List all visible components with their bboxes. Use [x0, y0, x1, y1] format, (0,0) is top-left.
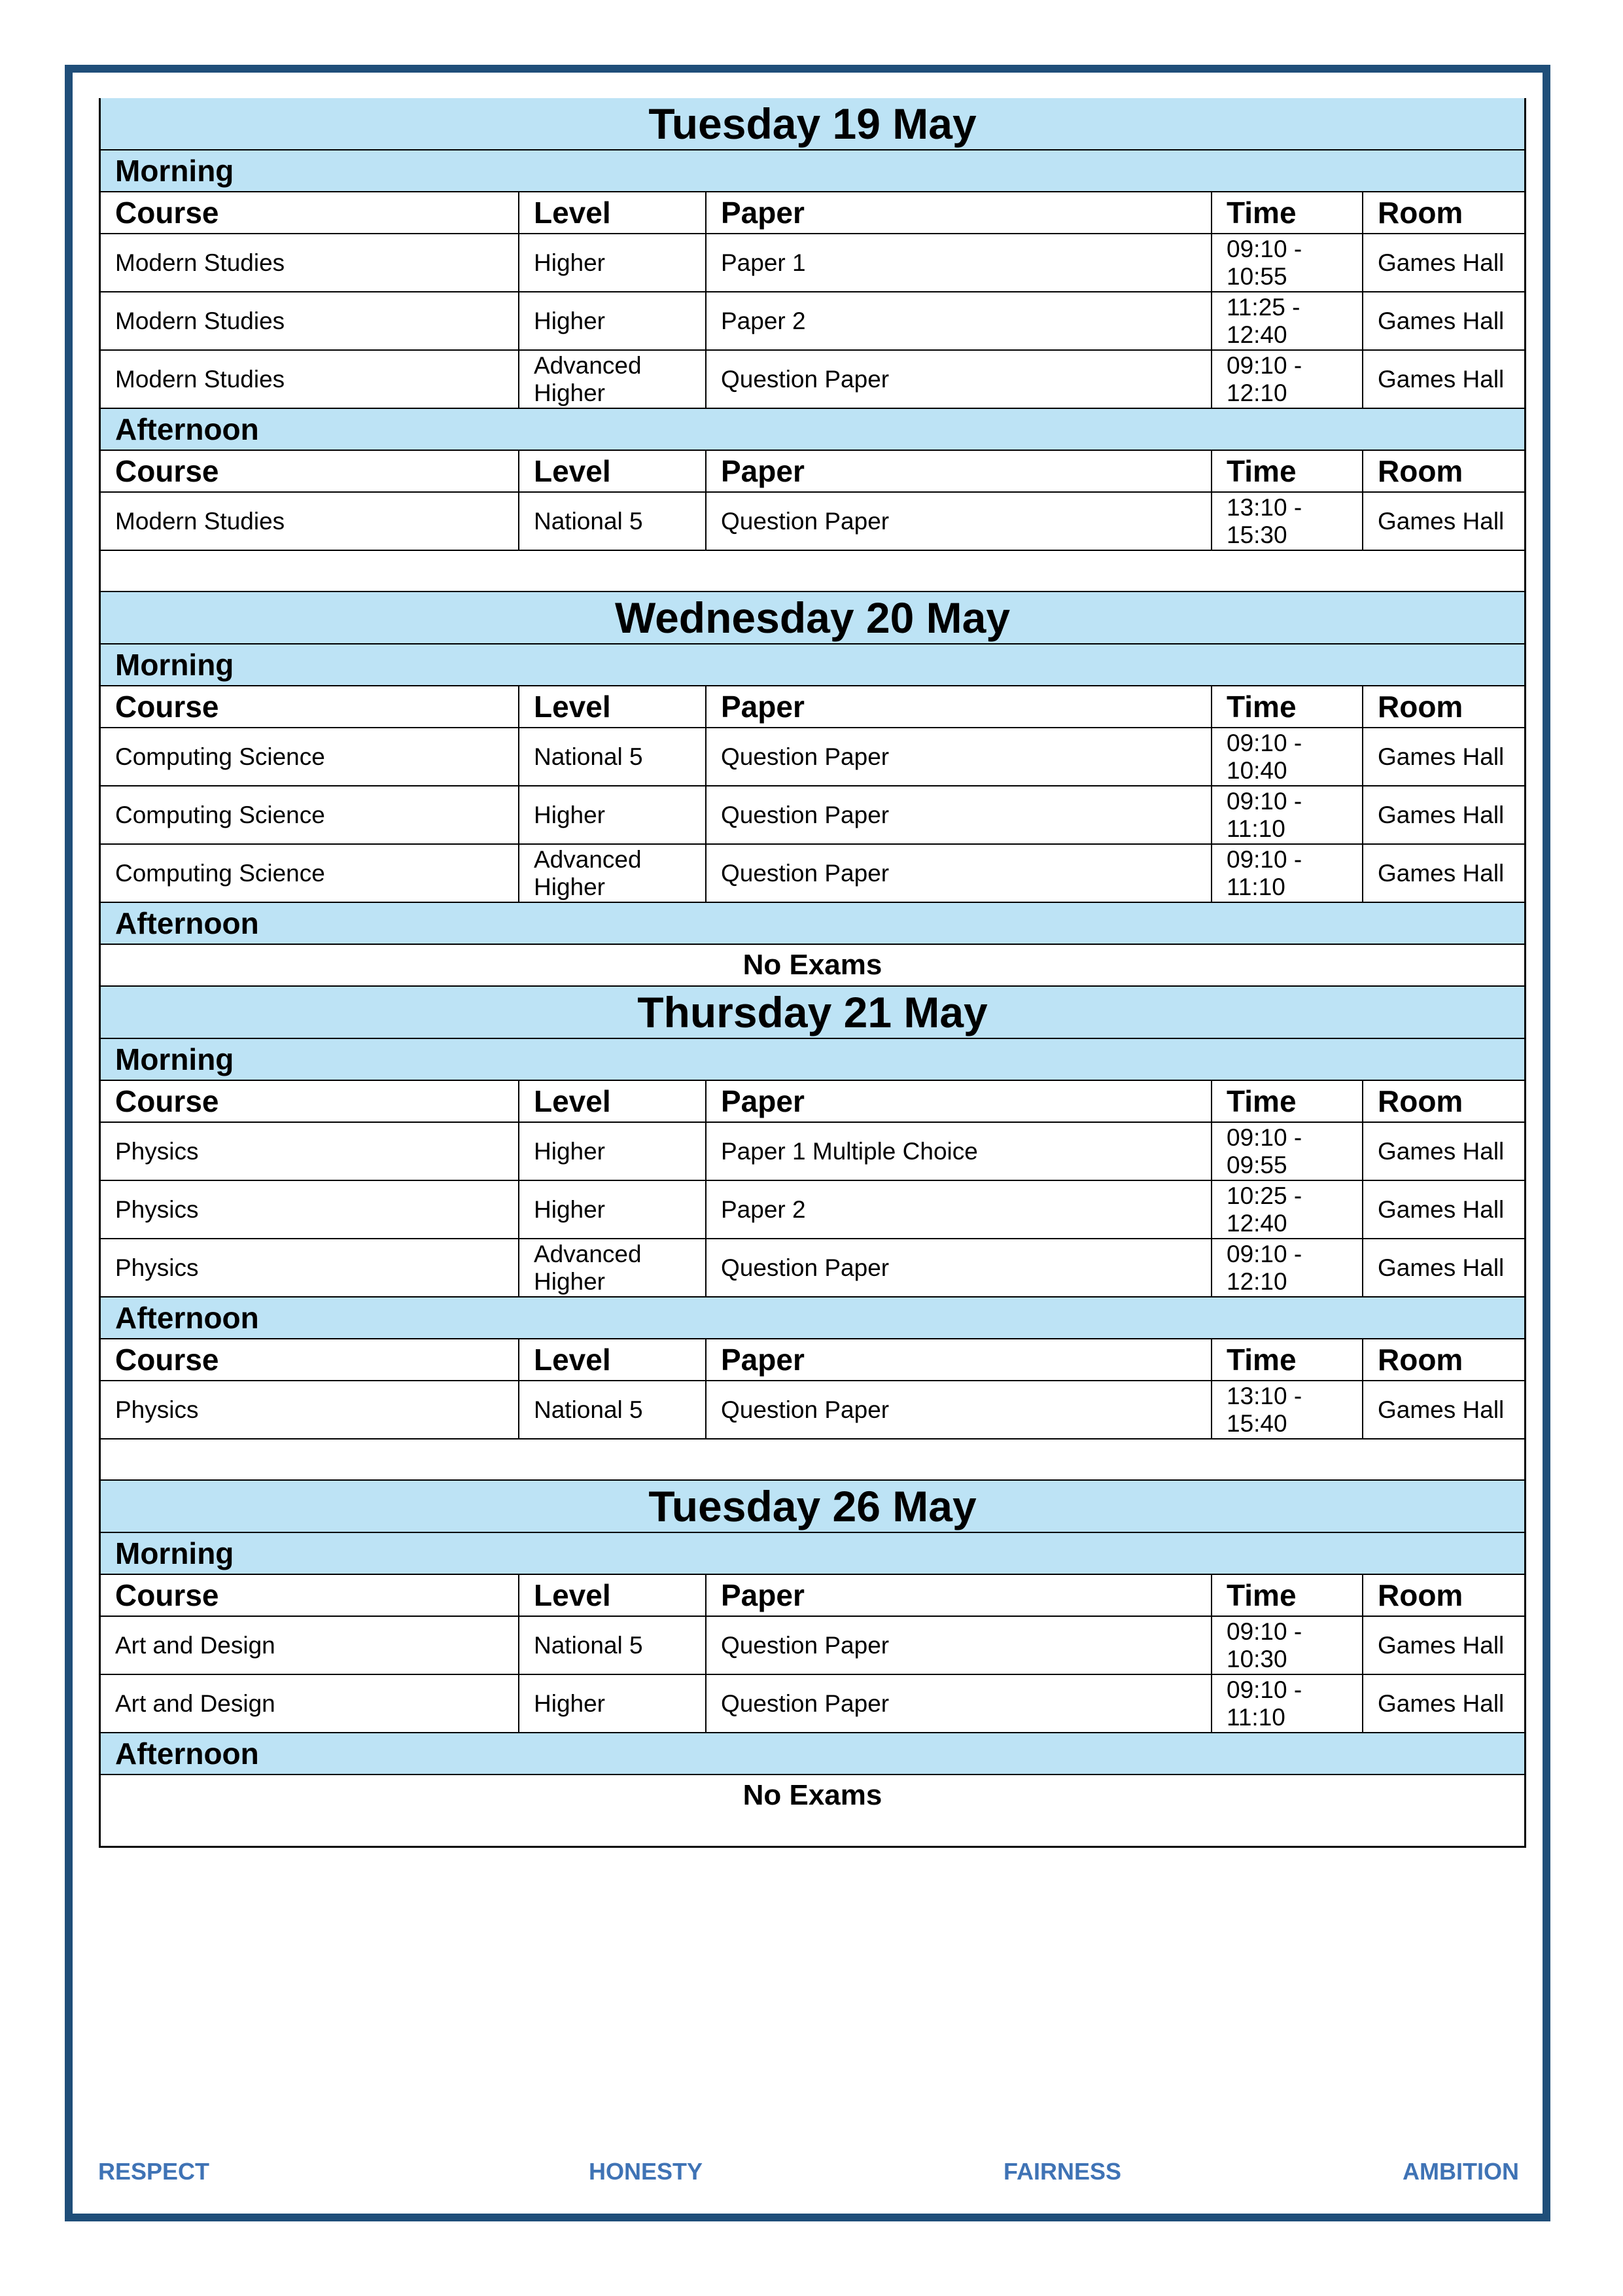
- col-level: Level: [519, 1575, 707, 1616]
- table-row: [101, 1181, 1524, 1239]
- cell-time: 09:10 - 10:55: [1212, 234, 1363, 291]
- day-title: Thursday 21 May: [101, 987, 1524, 1039]
- cell-level: Higher: [519, 292, 707, 349]
- cell-room: Games Hall: [1378, 743, 1505, 770]
- cell-level: Higher: [519, 1675, 707, 1732]
- cell-room: Games Hall: [1378, 307, 1505, 334]
- no-exams-label: No Exams: [101, 945, 1524, 987]
- cell-level: Advanced Higher: [519, 1239, 707, 1296]
- cell-room: Games Hall: [1378, 1396, 1505, 1423]
- cell-level: National 5: [519, 728, 707, 785]
- col-time: Time: [1212, 1081, 1363, 1122]
- cell-room: Games Hall: [1378, 1195, 1505, 1223]
- cell-course: Art and Design: [101, 1617, 519, 1674]
- cell-course: Physics: [101, 1123, 519, 1180]
- table-row: [101, 1381, 1524, 1439]
- cell-room: Games Hall: [1378, 1631, 1505, 1659]
- cell-paper: Paper 2: [707, 292, 1212, 349]
- session-afternoon: Afternoon: [101, 903, 1524, 945]
- col-course: Course: [101, 1339, 519, 1380]
- table-header: [101, 451, 1524, 493]
- footer-honesty: HONESTY: [589, 2158, 703, 2185]
- cell-course: Modern Studies: [101, 493, 519, 550]
- table-row: [101, 1239, 1524, 1298]
- table-header: [101, 1081, 1524, 1123]
- session-afternoon: Afternoon: [101, 409, 1524, 451]
- col-course: Course: [101, 686, 519, 727]
- cell-time: 09:10 - 12:10: [1212, 1239, 1363, 1296]
- col-course: Course: [101, 1575, 519, 1616]
- session-afternoon: Afternoon: [101, 1298, 1524, 1339]
- cell-course: Modern Studies: [101, 351, 519, 408]
- session-morning: Morning: [101, 645, 1524, 686]
- col-course: Course: [101, 451, 519, 491]
- cell-time: 10:25 - 12:40: [1212, 1181, 1363, 1238]
- cell-course: Art and Design: [101, 1675, 519, 1732]
- table-row: [101, 728, 1524, 786]
- cell-level: Higher: [519, 1123, 707, 1180]
- col-room: Room: [1378, 690, 1463, 724]
- table-row: [101, 292, 1524, 351]
- footer-values: [98, 2158, 1519, 2185]
- day-title: Wednesday 20 May: [101, 592, 1524, 645]
- cell-paper: Question Paper: [707, 1239, 1212, 1296]
- table-row: [101, 1617, 1524, 1675]
- table-row: [101, 1675, 1524, 1733]
- cell-room: Games Hall: [1378, 1254, 1505, 1281]
- cell-room: Games Hall: [1378, 1137, 1505, 1165]
- exam-timetable: [99, 98, 1526, 1848]
- cell-room: Games Hall: [1378, 507, 1505, 535]
- spacer: [101, 551, 1524, 592]
- col-course: Course: [101, 1081, 519, 1122]
- cell-room: Games Hall: [1378, 1689, 1505, 1717]
- cell-paper: Question Paper: [707, 1617, 1212, 1674]
- cell-paper: Question Paper: [707, 351, 1212, 408]
- cell-level: National 5: [519, 1381, 707, 1438]
- cell-time: 09:10 - 11:10: [1212, 786, 1363, 843]
- col-room: Room: [1378, 454, 1463, 488]
- cell-paper: Question Paper: [707, 493, 1212, 550]
- cell-course: Physics: [101, 1239, 519, 1296]
- col-paper: Paper: [707, 686, 1212, 727]
- cell-course: Physics: [101, 1381, 519, 1438]
- table-row: [101, 786, 1524, 845]
- table-row: [101, 1123, 1524, 1181]
- cell-level: National 5: [519, 1617, 707, 1674]
- cell-course: Computing Science: [101, 728, 519, 785]
- cell-time: 09:10 - 10:30: [1212, 1617, 1363, 1674]
- session-morning: Morning: [101, 1533, 1524, 1575]
- cell-time: 09:10 - 11:10: [1212, 1675, 1363, 1732]
- cell-paper: Question Paper: [707, 728, 1212, 785]
- session-morning: Morning: [101, 1039, 1524, 1081]
- table-header: [101, 1339, 1524, 1381]
- footer-respect: RESPECT: [98, 2158, 210, 2185]
- cell-room: Games Hall: [1378, 801, 1505, 828]
- cell-time: 09:10 - 09:55: [1212, 1123, 1363, 1180]
- table-row: [101, 845, 1524, 903]
- cell-paper: Paper 2: [707, 1181, 1212, 1238]
- cell-course: Physics: [101, 1181, 519, 1238]
- cell-room: Games Hall: [1378, 365, 1505, 393]
- col-time: Time: [1212, 192, 1363, 233]
- cell-paper: Paper 1: [707, 234, 1212, 291]
- col-paper: Paper: [707, 1575, 1212, 1616]
- table-header: [101, 192, 1524, 234]
- day-title: Tuesday 26 May: [101, 1481, 1524, 1533]
- table-header: [101, 1575, 1524, 1617]
- session-afternoon: Afternoon: [101, 1733, 1524, 1775]
- col-level: Level: [519, 686, 707, 727]
- cell-time: 09:10 - 11:10: [1212, 845, 1363, 902]
- cell-paper: Question Paper: [707, 845, 1212, 902]
- no-exams-label: No Exams: [742, 1779, 882, 1811]
- cell-level: Higher: [519, 234, 707, 291]
- col-time: Time: [1212, 686, 1363, 727]
- cell-time: 13:10 - 15:30: [1212, 493, 1363, 550]
- cell-level: Higher: [519, 786, 707, 843]
- cell-paper: Question Paper: [707, 786, 1212, 843]
- col-room: Room: [1378, 196, 1463, 230]
- col-paper: Paper: [707, 1081, 1212, 1122]
- session-morning: Morning: [101, 150, 1524, 192]
- cell-course: Computing Science: [101, 786, 519, 843]
- cell-course: Modern Studies: [101, 292, 519, 349]
- col-time: Time: [1212, 451, 1363, 491]
- table-row: [101, 234, 1524, 292]
- cell-level: Higher: [519, 1181, 707, 1238]
- col-room: Room: [1378, 1578, 1463, 1612]
- table-row: [101, 351, 1524, 409]
- col-level: Level: [519, 1081, 707, 1122]
- table-row: [101, 493, 1524, 551]
- cell-level: National 5: [519, 493, 707, 550]
- col-room: Room: [1378, 1084, 1463, 1118]
- cell-course: Modern Studies: [101, 234, 519, 291]
- cell-time: 09:10 - 12:10: [1212, 351, 1363, 408]
- cell-time: 13:10 - 15:40: [1212, 1381, 1363, 1438]
- cell-time: 11:25 - 12:40: [1212, 292, 1363, 349]
- cell-paper: Question Paper: [707, 1381, 1212, 1438]
- col-paper: Paper: [707, 192, 1212, 233]
- cell-room: Games Hall: [1378, 249, 1505, 276]
- table-header: [101, 686, 1524, 728]
- col-level: Level: [519, 451, 707, 491]
- cell-room: Games Hall: [1378, 859, 1505, 887]
- cell-level: Advanced Higher: [519, 351, 707, 408]
- col-room: Room: [1378, 1343, 1463, 1377]
- col-time: Time: [1212, 1339, 1363, 1380]
- col-paper: Paper: [707, 451, 1212, 491]
- cell-paper: Paper 1 Multiple Choice: [707, 1123, 1212, 1180]
- col-paper: Paper: [707, 1339, 1212, 1380]
- cell-course: Computing Science: [101, 845, 519, 902]
- cell-time: 09:10 - 10:40: [1212, 728, 1363, 785]
- cell-level: Advanced Higher: [519, 845, 707, 902]
- col-course: Course: [101, 192, 519, 233]
- day-title: Tuesday 19 May: [101, 98, 1524, 150]
- col-time: Time: [1212, 1575, 1363, 1616]
- footer-ambition: AMBITION: [1402, 2158, 1519, 2185]
- col-level: Level: [519, 192, 707, 233]
- footer-fairness: FAIRNESS: [1003, 2158, 1122, 2185]
- col-level: Level: [519, 1339, 707, 1380]
- spacer: [101, 1439, 1524, 1481]
- cell-paper: Question Paper: [707, 1675, 1212, 1732]
